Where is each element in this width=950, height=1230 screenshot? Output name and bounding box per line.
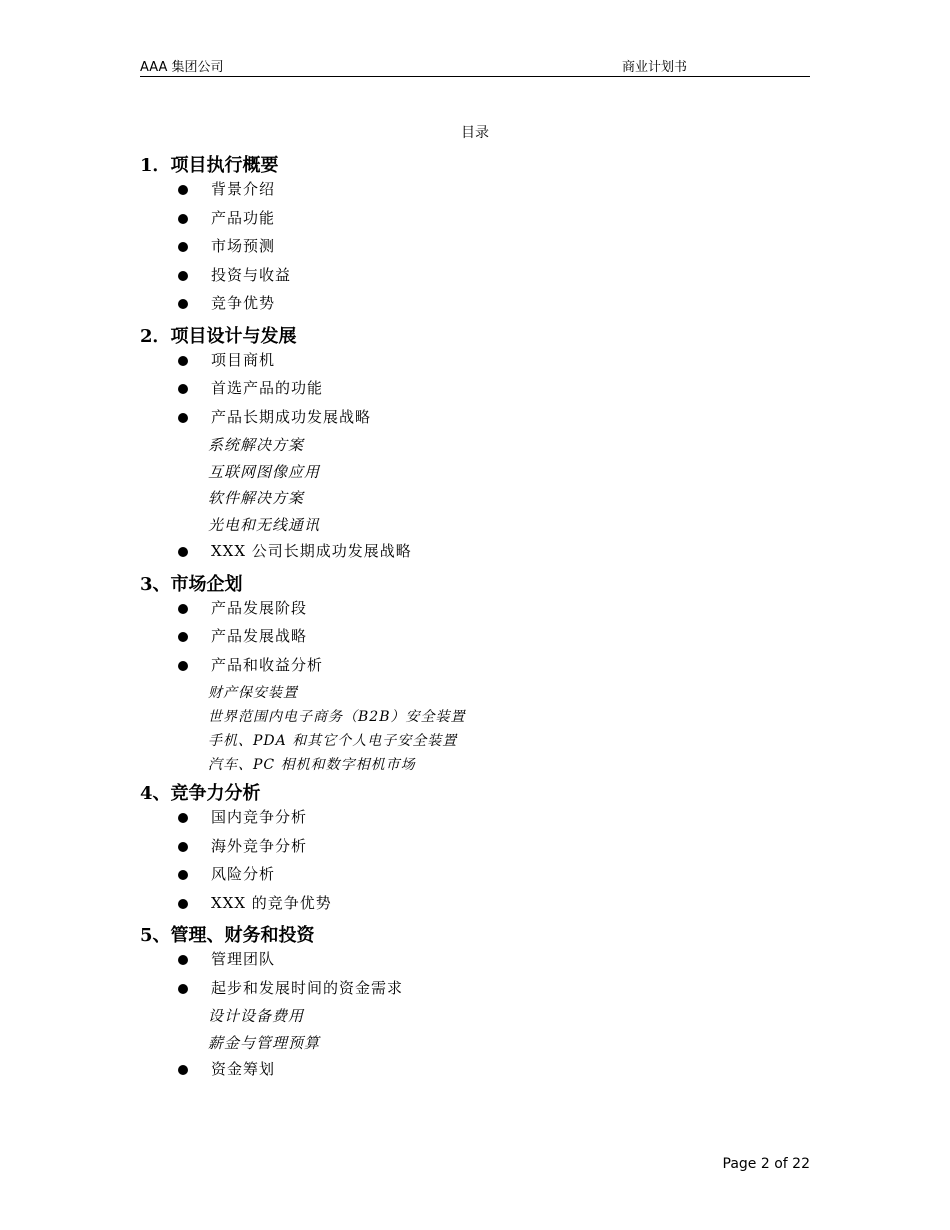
- toc-entry-text: 风险分析: [211, 865, 276, 883]
- toc-entry-text: 手机、PDA 和其它个人电子安全装置: [208, 733, 458, 749]
- toc-entry-text: 背景介绍: [211, 180, 276, 198]
- bullet-icon: [178, 185, 188, 195]
- bullet-icon: [178, 899, 188, 909]
- toc-bullet-item: [140, 180, 820, 209]
- bullet-icon: [178, 299, 188, 309]
- toc-sub-item: [140, 1007, 820, 1034]
- toc-entry-text: 互联网图像应用: [208, 462, 321, 481]
- toc-sub-item: [140, 732, 820, 756]
- toc-bullet-item: [140, 209, 820, 238]
- header-doc-title: 商业计划书: [622, 60, 688, 75]
- toc-entry-text: 首选产品的功能: [211, 379, 324, 397]
- toc-bullet-item: [140, 266, 820, 295]
- bullet-icon: [178, 1065, 188, 1075]
- toc-entry-text: XXX 公司长期成功发展战略: [211, 542, 412, 560]
- toc-sub-item: [140, 756, 820, 780]
- toc-entry-text: 起步和发展时间的资金需求: [211, 978, 404, 997]
- toc-entry-text: 世界范围内电子商务（B2B）安全装置: [208, 709, 466, 725]
- bullet-icon: [178, 813, 188, 823]
- table-of-contents: [140, 152, 820, 1089]
- toc-sub-item: [140, 463, 820, 490]
- toc-bullet-item: [140, 894, 820, 923]
- bullet-icon: [178, 842, 188, 852]
- toc-title: 目录: [461, 125, 489, 141]
- toc-entry-text: 投资与收益: [211, 265, 292, 284]
- page-header: [140, 56, 810, 77]
- toc-sub-item: [140, 489, 820, 516]
- bullet-icon: [178, 214, 188, 224]
- toc-bullet-item: [140, 627, 820, 656]
- toc-entry-text: 产品和收益分析: [211, 655, 324, 674]
- toc-sub-item: [140, 684, 820, 708]
- bullet-icon: [178, 547, 188, 557]
- bullet-icon: [178, 604, 188, 614]
- toc-bullet-item: [140, 808, 820, 837]
- toc-entry-text: 项目商机: [211, 350, 276, 369]
- bullet-icon: [178, 984, 188, 994]
- bullet-icon: [178, 384, 188, 394]
- toc-bullet-item: [140, 837, 820, 866]
- toc-sub-item: [140, 436, 820, 463]
- toc-entry-text: 竞争优势: [211, 294, 276, 312]
- bullet-icon: [178, 413, 188, 423]
- toc-sub-item: [140, 516, 820, 543]
- toc-entry-text: 资金筹划: [211, 1060, 276, 1078]
- bullet-icon: [178, 955, 188, 965]
- toc-bullet-item: [140, 599, 820, 628]
- toc-entry-text: 软件解决方案: [208, 489, 305, 507]
- toc-sub-item: [140, 1034, 820, 1061]
- page-number: Page 2 of 22: [722, 1156, 810, 1172]
- toc-entry-text: 光电和无线通讯: [208, 515, 321, 534]
- toc-sub-item: [140, 708, 820, 732]
- toc-entry-text: 产品长期成功发展战略: [211, 407, 372, 426]
- toc-entry-text: 市场预测: [211, 237, 276, 255]
- toc-entry-text: 产品发展阶段: [211, 598, 308, 617]
- bullet-icon: [178, 242, 188, 252]
- bullet-icon: [178, 870, 188, 880]
- toc-bullet-item: [140, 950, 820, 979]
- toc-section-heading: 2．项目设计与发展: [140, 325, 297, 347]
- toc-entry-text: 系统解决方案: [208, 436, 305, 454]
- toc-bullet-item: [140, 379, 820, 408]
- header-company: AAA 集团公司: [140, 60, 224, 75]
- toc-entry-text: 产品发展战略: [211, 627, 308, 645]
- bullet-icon: [178, 661, 188, 671]
- toc-entry-text: XXX 的竞争优势: [211, 893, 332, 912]
- toc-bullet-item: [140, 865, 820, 894]
- toc-bullet-item: [140, 351, 820, 380]
- bullet-icon: [178, 356, 188, 366]
- toc-bullet-item: [140, 656, 820, 685]
- toc-entry-text: 设计设备费用: [208, 1007, 305, 1025]
- toc-bullet-item: [140, 542, 820, 571]
- toc-entry-text: 海外竞争分析: [211, 836, 308, 855]
- toc-entry-text: 财产保安装置: [208, 685, 298, 701]
- toc-bullet-item: [140, 408, 820, 437]
- toc-entry-text: 管理团队: [211, 950, 276, 968]
- toc-bullet-item: [140, 979, 820, 1008]
- toc-section-heading: 3、市场企划: [140, 573, 243, 595]
- toc-entry-text: 薪金与管理预算: [208, 1033, 321, 1052]
- toc-bullet-item: [140, 294, 820, 323]
- bullet-icon: [178, 271, 188, 281]
- toc-section-heading: 4、竞争力分析: [140, 783, 261, 804]
- toc-entry-text: 汽车、PC 相机和数字相机市场: [208, 757, 416, 773]
- toc-section-heading: 1．项目执行概要: [140, 155, 279, 176]
- toc-entry-text: 国内竞争分析: [211, 808, 308, 826]
- toc-bullet-item: [140, 237, 820, 266]
- bullet-icon: [178, 632, 188, 642]
- toc-entry-text: 产品功能: [211, 208, 276, 227]
- toc-section-heading: 5、管理、财务和投资: [140, 925, 315, 946]
- toc-bullet-item: [140, 1060, 820, 1089]
